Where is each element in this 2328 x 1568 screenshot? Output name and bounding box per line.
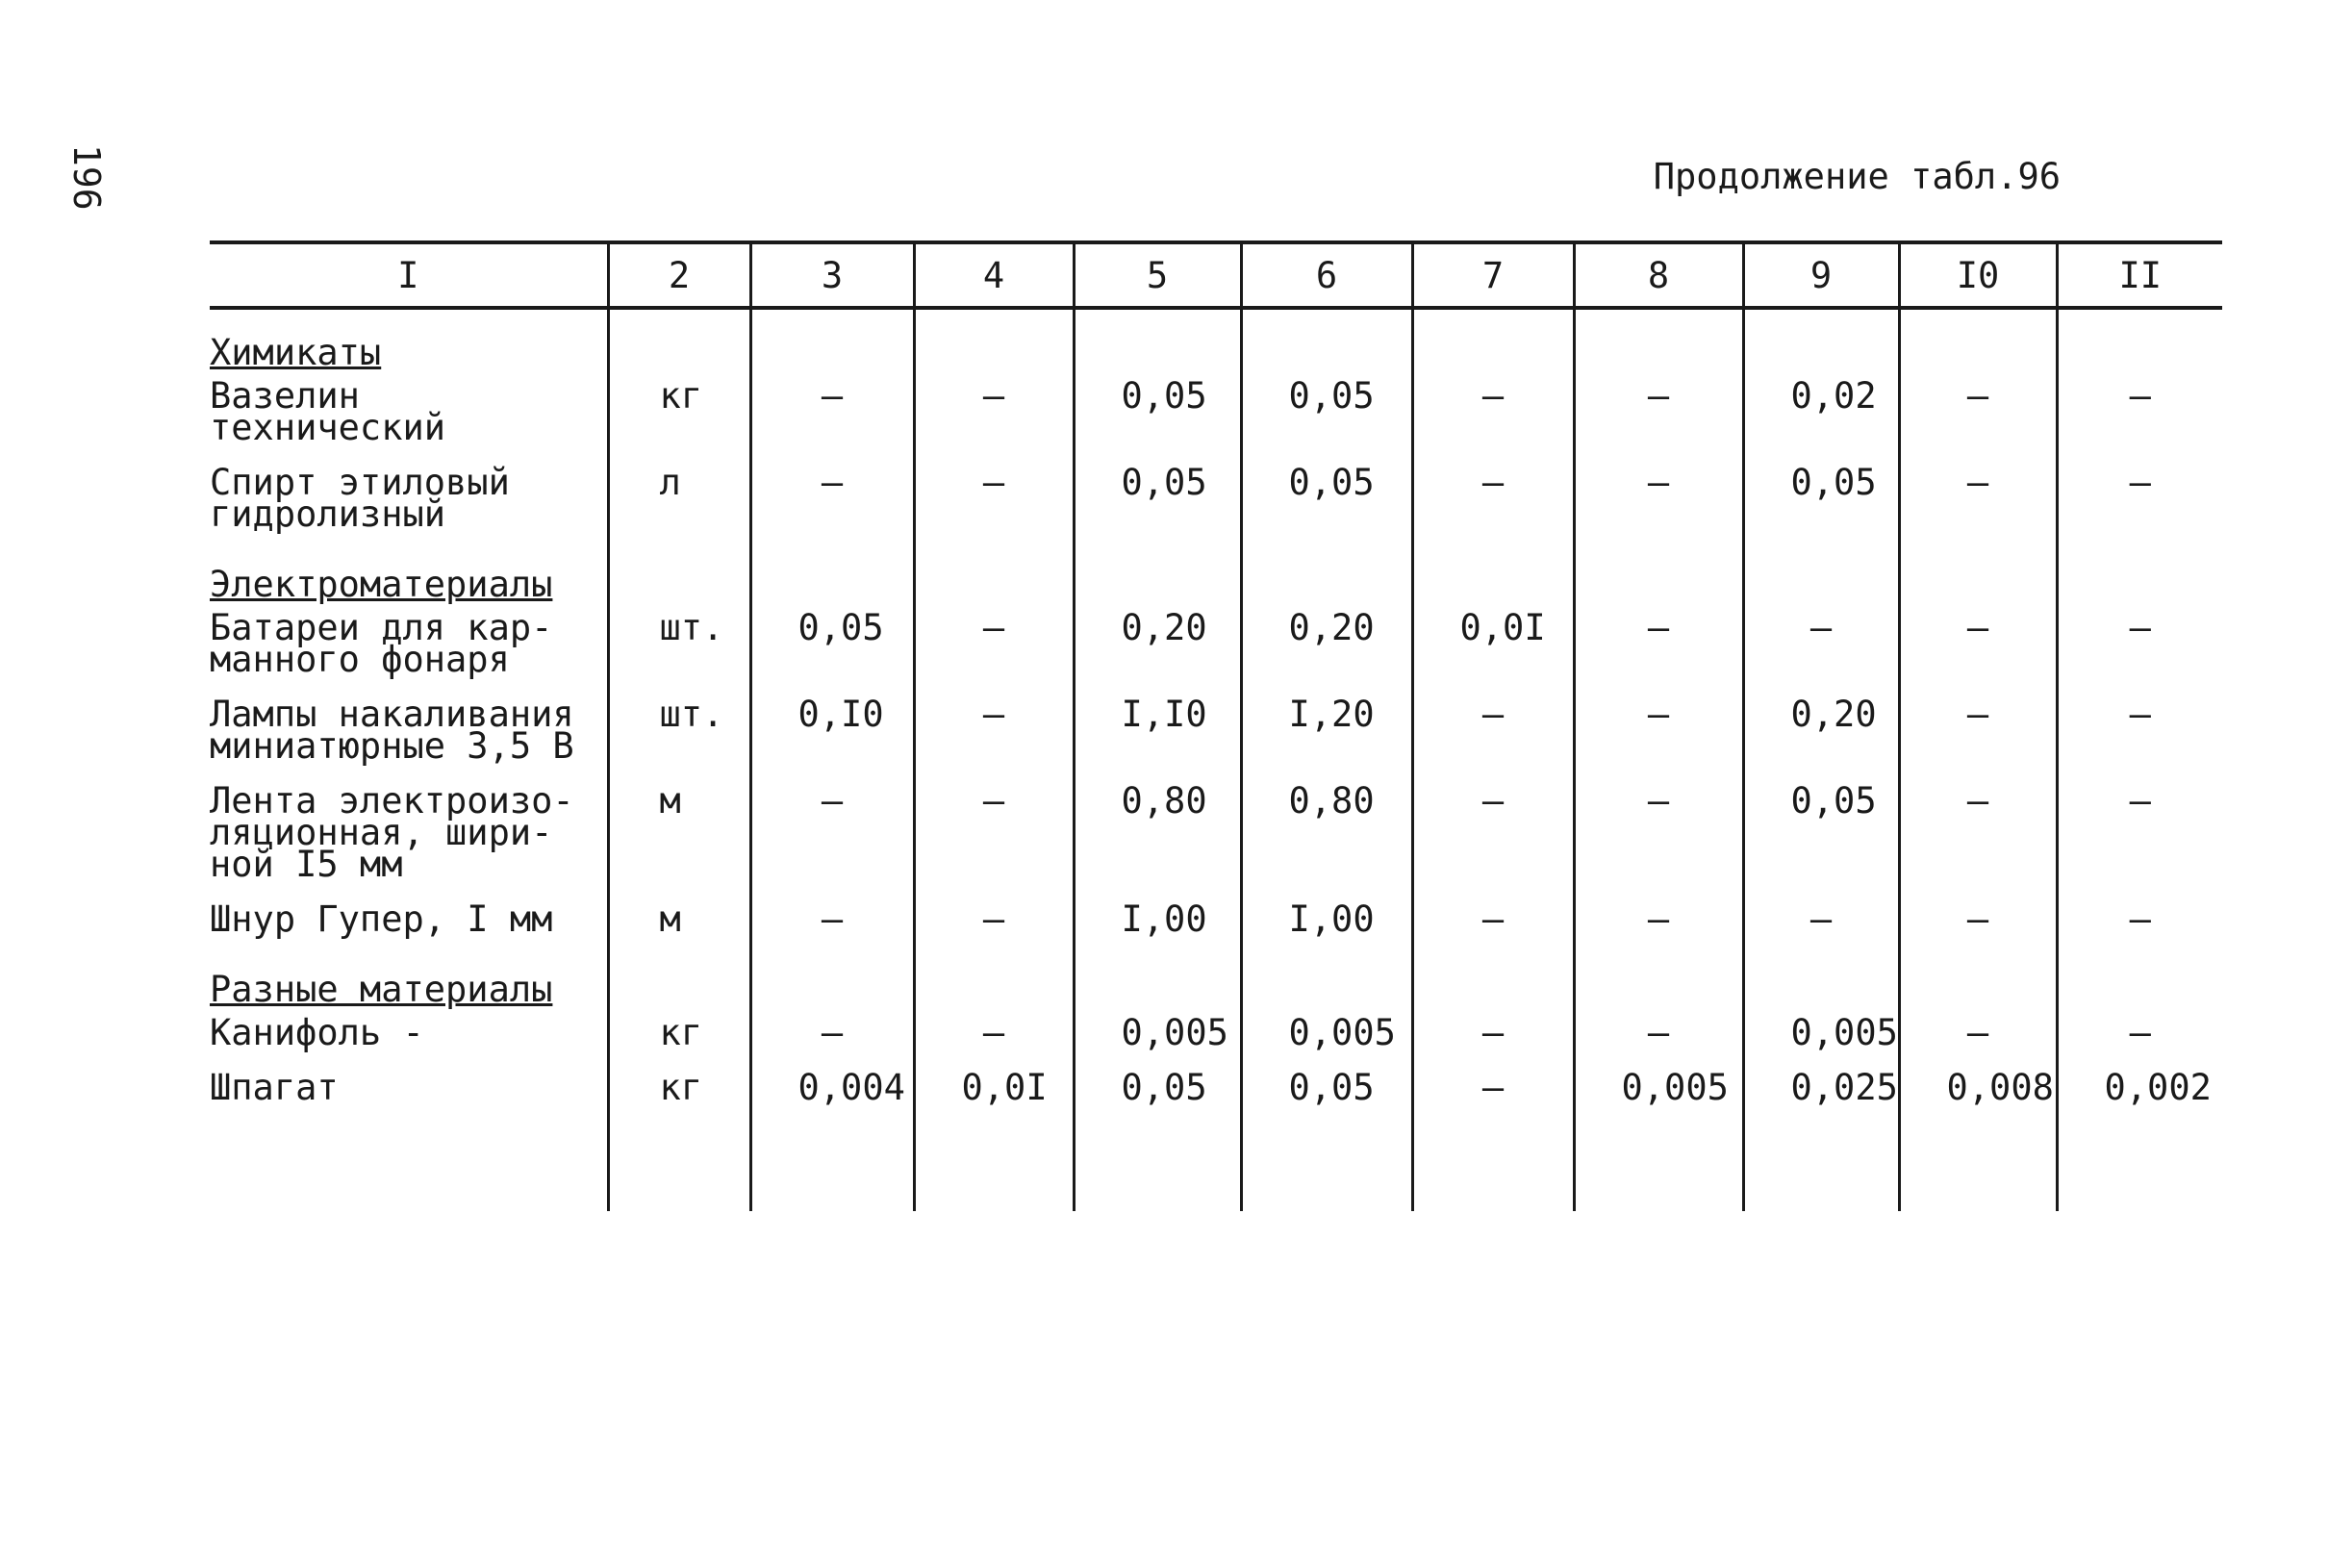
materials-table-container [210, 240, 2222, 1208]
value-cell: – [2057, 455, 2222, 542]
empty-cell [608, 1115, 750, 1211]
item-name: Шнур Гупер, I мм [210, 898, 553, 940]
section-row [210, 542, 2222, 600]
value-cell: – [1412, 687, 1574, 773]
item-name: Вазелин технический [210, 375, 446, 448]
value-cell: I,00 [1074, 892, 1241, 947]
column-header-10: I0 [1899, 242, 2057, 308]
empty-cell [1412, 947, 1574, 1005]
value-cell: 0,008 [1899, 1060, 2057, 1115]
empty-cell [1899, 542, 2057, 600]
value-cell: 0,025 [1743, 1060, 1899, 1115]
item-unit: м [608, 892, 750, 947]
empty-cell [750, 947, 914, 1005]
value-cell: – [2057, 687, 2222, 773]
value-cell: 0,80 [1074, 773, 1241, 892]
value-cell: 0,02 [1743, 368, 1899, 455]
column-header-2: 2 [608, 242, 750, 308]
value-cell: 0,05 [1241, 1060, 1412, 1115]
empty-cell [914, 1115, 1074, 1211]
value-cell: 0,05 [1074, 455, 1241, 542]
table-row [210, 687, 2222, 773]
value-cell: – [1412, 368, 1574, 455]
column-header-8: 8 [1574, 242, 1743, 308]
value-cell: – [1412, 1005, 1574, 1060]
value-cell: – [1899, 600, 2057, 687]
value-cell: 0,80 [1241, 773, 1412, 892]
empty-cell [2057, 1115, 2222, 1211]
value-cell: 0,05 [1241, 455, 1412, 542]
empty-cell [1574, 1115, 1743, 1211]
item-unit: кг [608, 1060, 750, 1115]
value-cell: 0,002 [2057, 1060, 2222, 1115]
column-header-9: 9 [1743, 242, 1899, 308]
column-header-4: 4 [914, 242, 1074, 308]
item-unit: кг [608, 368, 750, 455]
value-cell: – [1574, 1005, 1743, 1060]
value-cell: – [914, 368, 1074, 455]
item-name: Шпагат [210, 1067, 339, 1108]
page-number: 196 [65, 144, 108, 211]
item-name: Канифоль - [210, 1012, 424, 1053]
table-row [210, 773, 2222, 892]
value-cell: I,20 [1241, 687, 1412, 773]
column-header-5: 5 [1074, 242, 1241, 308]
value-cell: – [1574, 773, 1743, 892]
column-header-7: 7 [1412, 242, 1574, 308]
item-unit: шт. [608, 600, 750, 687]
value-cell: 0,20 [1074, 600, 1241, 687]
value-cell: – [1574, 892, 1743, 947]
value-cell: – [2057, 773, 2222, 892]
empty-cell [608, 308, 750, 368]
table-body [210, 308, 2222, 1211]
value-cell: – [1412, 455, 1574, 542]
table-row [210, 892, 2222, 947]
item-unit: кг [608, 1005, 750, 1060]
value-cell: 0,005 [1743, 1005, 1899, 1060]
value-cell: – [914, 455, 1074, 542]
value-cell: 0,004 [750, 1060, 914, 1115]
empty-cell [914, 947, 1074, 1005]
value-cell: – [2057, 1005, 2222, 1060]
empty-cell [1074, 308, 1241, 368]
empty-cell [1899, 947, 2057, 1005]
empty-cell [1412, 1115, 1574, 1211]
value-cell: 0,0I [1412, 600, 1574, 687]
value-cell: – [750, 1005, 914, 1060]
empty-cell [1241, 947, 1412, 1005]
value-cell: – [1574, 687, 1743, 773]
value-cell: – [1743, 892, 1899, 947]
table-row [210, 368, 2222, 455]
value-cell: – [914, 773, 1074, 892]
empty-cell [1743, 542, 1899, 600]
table-row [210, 600, 2222, 687]
value-cell: – [1899, 892, 2057, 947]
section-title: Химикаты [210, 332, 382, 373]
value-cell: – [1574, 455, 1743, 542]
empty-cell [210, 1115, 608, 1211]
value-cell: – [1899, 1005, 2057, 1060]
empty-cell [1241, 542, 1412, 600]
table-caption: Продолжение табл.96 [1653, 156, 2061, 197]
empty-cell [1574, 308, 1743, 368]
empty-cell [1743, 947, 1899, 1005]
value-cell: – [750, 892, 914, 947]
value-cell: 0,0I [914, 1060, 1074, 1115]
item-unit: м [608, 773, 750, 892]
value-cell: – [1412, 773, 1574, 892]
value-cell: – [914, 1005, 1074, 1060]
table-header-row [210, 242, 2222, 308]
empty-cell [1574, 542, 1743, 600]
section-row [210, 308, 2222, 368]
value-cell: – [2057, 892, 2222, 947]
value-cell: – [2057, 600, 2222, 687]
empty-cell [1899, 308, 2057, 368]
empty-cell [1743, 1115, 1899, 1211]
column-header-3: 3 [750, 242, 914, 308]
empty-cell [608, 947, 750, 1005]
value-cell: – [750, 773, 914, 892]
item-name: Лампы накаливания миниатюрные 3,5 В [210, 694, 574, 767]
item-unit: шт. [608, 687, 750, 773]
value-cell: – [1743, 600, 1899, 687]
empty-cell [1074, 947, 1241, 1005]
value-cell: 0,05 [1743, 455, 1899, 542]
empty-cell [750, 542, 914, 600]
table-row [210, 1060, 2222, 1115]
value-cell: 0,I0 [750, 687, 914, 773]
value-cell: – [1899, 687, 2057, 773]
empty-cell [1412, 308, 1574, 368]
value-cell: 0,05 [750, 600, 914, 687]
empty-cell [1574, 947, 1743, 1005]
item-name: Батареи для кар- манного фонаря [210, 607, 553, 680]
value-cell: – [1412, 892, 1574, 947]
value-cell: – [914, 687, 1074, 773]
value-cell: – [914, 600, 1074, 687]
value-cell: 0,05 [1241, 368, 1412, 455]
materials-table [210, 240, 2222, 1211]
value-cell: 0,05 [1074, 368, 1241, 455]
value-cell: 0,20 [1743, 687, 1899, 773]
value-cell: – [750, 368, 914, 455]
column-header-6: 6 [1241, 242, 1412, 308]
section-row [210, 947, 2222, 1005]
value-cell: – [1899, 773, 2057, 892]
value-cell: 0,005 [1574, 1060, 1743, 1115]
empty-cell [1899, 1115, 2057, 1211]
column-header-1: I [210, 242, 608, 308]
section-title: Электроматериалы [210, 564, 553, 605]
value-cell: – [914, 892, 1074, 947]
empty-cell [750, 308, 914, 368]
column-header-11: II [2057, 242, 2222, 308]
empty-cell [2057, 947, 2222, 1005]
filler-row [210, 1115, 2222, 1211]
empty-cell [1241, 308, 1412, 368]
value-cell: – [1899, 368, 2057, 455]
value-cell: – [750, 455, 914, 542]
value-cell: I,00 [1241, 892, 1412, 947]
empty-cell [2057, 308, 2222, 368]
value-cell: – [1574, 600, 1743, 687]
empty-cell [1074, 542, 1241, 600]
value-cell: – [1899, 455, 2057, 542]
empty-cell [1743, 308, 1899, 368]
value-cell: 0,20 [1241, 600, 1412, 687]
value-cell: 0,05 [1743, 773, 1899, 892]
value-cell: – [1574, 368, 1743, 455]
value-cell: I,I0 [1074, 687, 1241, 773]
empty-cell [1412, 542, 1574, 600]
value-cell: 0,005 [1241, 1005, 1412, 1060]
table-row [210, 455, 2222, 542]
value-cell: 0,005 [1074, 1005, 1241, 1060]
empty-cell [608, 542, 750, 600]
section-title: Разные материалы [210, 969, 553, 1010]
empty-cell [750, 1115, 914, 1211]
item-unit: л [608, 455, 750, 542]
value-cell: – [1412, 1060, 1574, 1115]
empty-cell [1074, 1115, 1241, 1211]
value-cell: 0,05 [1074, 1060, 1241, 1115]
table-row [210, 1005, 2222, 1060]
empty-cell [2057, 542, 2222, 600]
empty-cell [914, 308, 1074, 368]
value-cell: – [2057, 368, 2222, 455]
item-name: Лента электроизо- ляционная, шири- ной I5 мм [210, 780, 574, 885]
empty-cell [914, 542, 1074, 600]
item-name: Спирт этиловый гидролизный [210, 462, 510, 535]
empty-cell [1241, 1115, 1412, 1211]
